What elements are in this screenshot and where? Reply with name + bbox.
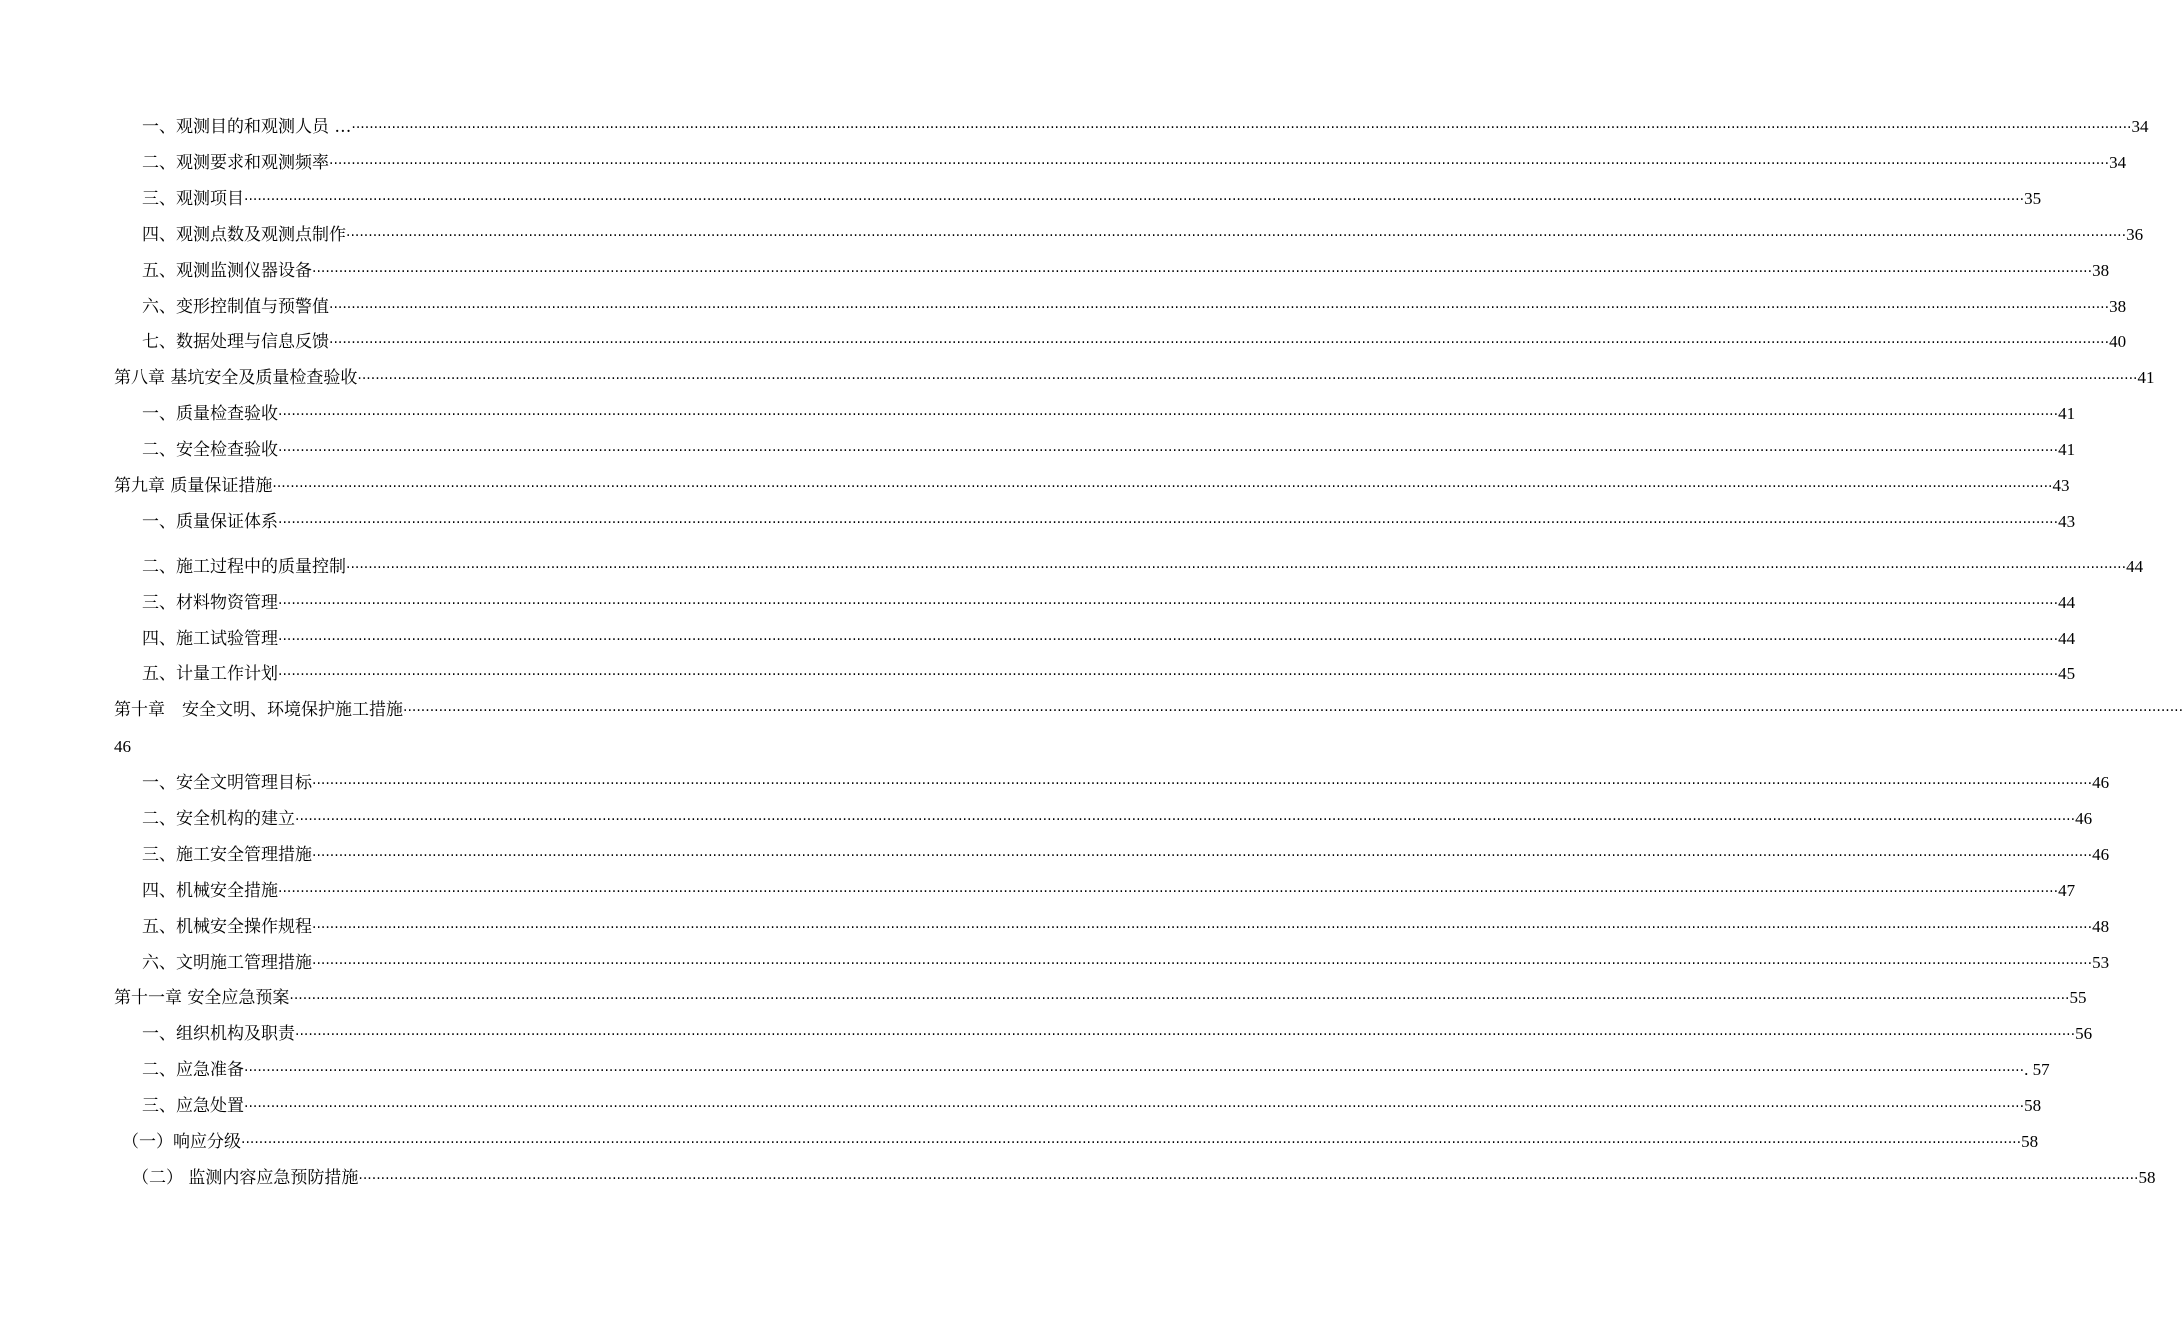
toc-entry-page: 56 — [2075, 1024, 2093, 1043]
toc-entry-title: 第八章 基坑安全及质量检查验收 — [114, 368, 358, 388]
toc-leader-dots: ················································································································································································································································································································································································································ — [351, 120, 2132, 136]
toc-entry-page: 46 — [2092, 773, 2110, 792]
toc-entry-title: 二、安全检查验收 — [142, 440, 278, 460]
toc-entry-page: 44 — [2058, 629, 2076, 648]
toc-entry-title: 第十一章 安全应急预案 — [114, 988, 290, 1008]
toc-chapter-entry[interactable] — [114, 473, 2070, 499]
toc-entry[interactable] — [142, 661, 2076, 687]
toc-leader-dots: ················································································································································································································································································································································································································ — [272, 479, 2053, 495]
toc-entry-title: 一、观测目的和观测人员 … — [142, 117, 352, 137]
toc-entry[interactable] — [142, 1021, 2093, 1047]
toc-entry[interactable] — [142, 150, 2127, 176]
toc-leader-dots: ················································································································································································································································································································································································································ — [278, 667, 2059, 683]
toc-entry[interactable] — [122, 1129, 2039, 1155]
toc-entry-page: 38 — [2092, 261, 2110, 280]
toc-entry-title: 三、施工安全管理措施 — [142, 845, 312, 865]
toc-entry-title: （一）响应分级 — [122, 1132, 241, 1152]
toc-entry[interactable] — [142, 626, 2076, 652]
toc-entry-title: 五、计量工作计划 — [142, 664, 278, 684]
toc-entry-page: 45 — [2058, 664, 2076, 683]
toc-entry-page: 53 — [2092, 953, 2110, 972]
toc-entry-page: 58 — [2024, 1096, 2042, 1115]
toc-entry[interactable] — [142, 437, 2076, 463]
toc-leader-dots: ················································································································································································································································································································································································································ — [278, 407, 2059, 423]
toc-leader-dots: ················································································································································································································································································································································································································ — [358, 1171, 2139, 1187]
toc-entry-title: 第十章 安全文明、环境保护施工措施 — [114, 700, 403, 720]
toc-leader-dots: ················································································································································································································································································································································································································ — [312, 264, 2093, 280]
toc-entry-title: 四、观测点数及观测点制作 — [142, 225, 346, 245]
toc-entry-page: 58 — [2138, 1168, 2156, 1187]
toc-leader-dots: ················································································································································································································································································································································································································ — [295, 812, 2076, 828]
toc-chapter-entry[interactable] — [114, 365, 2155, 391]
toc-entry-page: 58 — [2021, 1132, 2039, 1151]
toc-entry-title: 一、组织机构及职责 — [142, 1024, 295, 1044]
toc-entry-page: 36 — [2126, 225, 2144, 244]
toc-entry-title: 一、质量检查验收 — [142, 404, 278, 424]
toc-entry[interactable] — [142, 842, 2110, 868]
toc-entry[interactable] — [142, 554, 2144, 580]
toc-leader-dots: ················································································································································································································································································································································································································ — [329, 156, 2110, 172]
toc-entry-page: 46 — [2092, 845, 2110, 864]
toc-entry-title: 二、安全机构的建立 — [142, 809, 295, 829]
toc-entry-title: 一、质量保证体系 — [142, 512, 278, 532]
toc-entry-title: 三、应急处置 — [142, 1096, 244, 1116]
toc-entry-title: （二） 监测内容应急预防措施 — [132, 1168, 359, 1188]
toc-leader-dots: ················································································································································································································································································································································································································ — [278, 515, 2059, 531]
toc-leader-dots: ················································································································································································································································································································································································································ — [357, 371, 2138, 387]
toc-entry-page: 47 — [2058, 881, 2076, 900]
toc-entry-title: 第九章 质量保证措施 — [114, 476, 273, 496]
toc-leader-dots: ················································································································································································································································································································································································································ — [295, 1027, 2076, 1043]
toc-leader-dots: ················································································································································································································································································································································································································ — [329, 300, 2110, 316]
toc-entry[interactable] — [142, 222, 2144, 248]
toc-entry-page: . 57 — [2024, 1060, 2050, 1079]
toc-entry-title: 二、应急准备 — [142, 1060, 244, 1080]
toc-entry[interactable] — [142, 950, 2110, 976]
toc-leader-dots: ················································································································································································································································································································································································································ — [346, 560, 2127, 576]
toc-entry-title: 四、施工试验管理 — [142, 629, 278, 649]
toc-entry-page: 41 — [2137, 368, 2155, 387]
toc-entry-title: 五、机械安全操作规程 — [142, 917, 312, 937]
toc-entry-title: 六、变形控制值与预警值 — [142, 297, 329, 317]
toc-entry-page: 40 — [2109, 332, 2127, 351]
toc-leader-dots: ················································································································································································································································································································································································································ — [312, 776, 2093, 792]
toc-entry-page: 35 — [2024, 189, 2042, 208]
toc-leader-dots: ················································································································································································································································································································································································································ — [241, 1135, 2022, 1151]
toc-leader-dots: ················································································································································································································································································································································································································ — [244, 1099, 2025, 1115]
toc-entry[interactable] — [142, 401, 2076, 427]
toc-leader-dots: ················································································································································································································································································································································································································ — [289, 991, 2070, 1007]
toc-entry-page: 44 — [2058, 593, 2076, 612]
toc-entry-title: 四、机械安全措施 — [142, 881, 278, 901]
toc-entry-page: 46 — [2075, 809, 2093, 828]
toc-entry-title: 三、材料物资管理 — [142, 593, 278, 613]
toc-leader-dots: ················································································································································································································································································································································································································ — [278, 632, 2059, 648]
toc-entry-title: 二、施工过程中的质量控制 — [142, 557, 346, 577]
toc-entry-title: 五、观测监测仪器设备 — [142, 261, 312, 281]
toc-entry-page: 34 — [2131, 117, 2149, 136]
toc-entry[interactable] — [142, 186, 2042, 212]
toc-entry-title: 一、安全文明管理目标 — [142, 773, 312, 793]
toc-entry-page: 55 — [2069, 988, 2087, 1007]
toc-entry[interactable] — [142, 329, 2127, 355]
toc-leader-dots: ················································································································································································································································································································································································································ — [403, 703, 2183, 719]
toc-entry[interactable] — [142, 878, 2076, 904]
toc-entry[interactable] — [142, 770, 2110, 796]
toc-leader-dots: ················································································································································································································································································································································································································ — [312, 848, 2093, 864]
toc-entry-page-wrapped: 46 — [114, 737, 131, 756]
toc-chapter-entry[interactable] — [114, 985, 2087, 1011]
toc-entry[interactable] — [142, 114, 2149, 140]
toc-entry[interactable] — [142, 1057, 2050, 1083]
toc-entry-title: 三、观测项目 — [142, 189, 244, 209]
toc-entry-page: 43 — [2052, 476, 2070, 495]
toc-entry-page: 48 — [2092, 917, 2110, 936]
toc-entry-page: 34 — [2109, 153, 2127, 172]
toc-leader-dots: ················································································································································································································································································································································································································ — [278, 596, 2059, 612]
toc-leader-dots: ················································································································································································································································································································································································································ — [329, 335, 2110, 351]
toc-entry[interactable] — [142, 294, 2127, 320]
toc-leader-dots: ················································································································································································································································································································································································································ — [346, 228, 2127, 244]
toc-entry-page: 41 — [2058, 404, 2076, 423]
toc-entry[interactable] — [132, 1165, 2156, 1191]
toc-entry-title: 六、文明施工管理措施 — [142, 953, 312, 973]
toc-entry[interactable] — [142, 1093, 2042, 1119]
toc-entry-page: 43 — [2058, 512, 2076, 531]
toc-leader-dots: ················································································································································································································································································································································································································ — [278, 884, 2059, 900]
toc-entry[interactable] — [142, 509, 2076, 535]
toc-entry-title: 七、数据处理与信息反馈 — [142, 332, 329, 352]
toc-entry-title: 二、观测要求和观测频率 — [142, 153, 329, 173]
toc-entry-page: 38 — [2109, 297, 2127, 316]
toc-leader-dots: ················································································································································································································································································································································································································ — [244, 1063, 2025, 1079]
toc-entry[interactable] — [142, 258, 2110, 284]
toc-leader-dots: ················································································································································································································································································································································································································ — [278, 443, 2059, 459]
toc-entry[interactable] — [142, 914, 2110, 940]
toc-entry-page: 44 — [2126, 557, 2144, 576]
toc-leader-dots: ················································································································································································································································································································································································································ — [244, 192, 2025, 208]
toc-entry-page: 41 — [2058, 440, 2076, 459]
toc-leader-dots: ················································································································································································································································································································································································································ — [312, 920, 2093, 936]
toc-entry[interactable] — [142, 806, 2093, 832]
toc-leader-dots: ················································································································································································································································································································································································································ — [312, 956, 2093, 972]
toc-entry[interactable] — [142, 590, 2076, 616]
toc-chapter-entry[interactable] — [114, 697, 2183, 723]
